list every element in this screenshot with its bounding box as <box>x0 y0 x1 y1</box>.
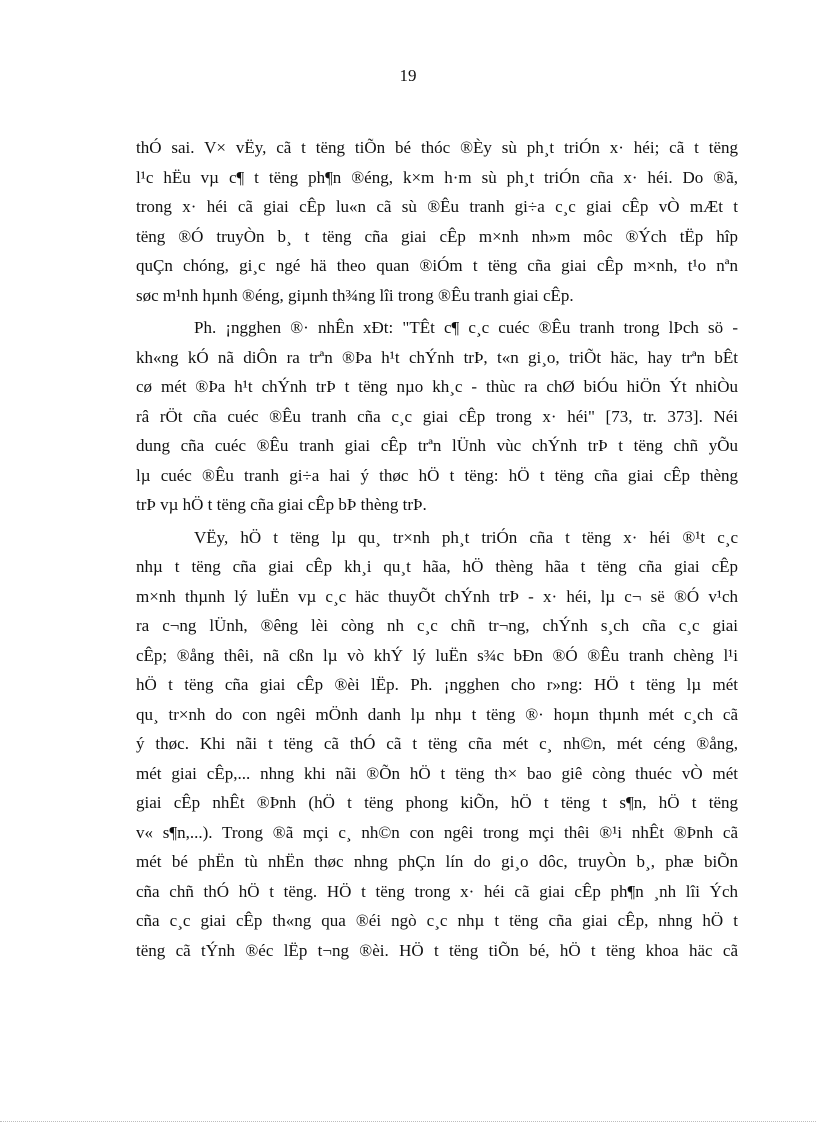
paragraph-line: cña chñ thÓ hÖ t tëng. HÖ t tëng trong x· héi cã giai cÊp ph¶n ¸nh lîi Ých <box>136 881 738 901</box>
paragraph-line: kh«ng kÓ nã diÔn ra trªn ®Þa h¹t chÝnh trÞ, t«n gi¸o, triÕt häc, hay trªn bÊt <box>136 347 738 367</box>
paragraph-line: hÖ t tëng cña giai cÊp ®èi lËp. Ph. ¡ngghen cho r»ng: HÖ t tëng lµ mét <box>136 675 738 694</box>
paragraph-line: cÊp; ®ång thêi, nã cßn lµ vò khÝ lý luËn s¾c bÐn ®Ó ®Êu tranh chèng l¹i <box>136 645 738 665</box>
paragraph-line: VËy, hÖ t tëng lµ qu¸ tr×nh ph¸t triÓn cña t tëng x· héi ®¹t c¸c <box>194 527 738 547</box>
paragraph-line: cña c¸c giai cÊp th«ng qua ®éi ngò c¸c nhµ t tëng cña giai cÊp, nhng hÖ t <box>136 911 738 930</box>
paragraph-line: tëng ®Ó truyÒn b¸ t tëng cña giai cÊp m×nh nh»m môc ®Ých tËp hîp <box>136 226 738 246</box>
paragraph-line: râ rÖt cña cuéc ®Êu tranh cña c¸c giai cÊp trong x· héi" [73, tr. 373]. Néi <box>136 406 738 426</box>
paragraph-line: trong x· héi cã giai cÊp lu«n cã sù ®Êu tranh gi÷a c¸c giai cÊp vÒ mÆt t <box>136 197 738 216</box>
paragraph-line: giai cÊp nhÊt ®Þnh (hÖ t tëng phong kiÕn, hÖ t tëng t s¶n, hÖ t tëng <box>136 793 738 812</box>
paragraph-line: ý thøc. Khi nãi t tëng cã thÓ cã t tëng cña mét c¸ nh©n, mét céng ®ång, <box>136 734 738 753</box>
paragraph-line: mét bé phËn tù nhËn thøc nhng phÇn lín do gi¸o dôc, truyÒn b¸, phæ biÕn <box>136 852 738 871</box>
paragraph-line: mét giai cÊp,... nhng khi nãi ®Õn hÖ t tëng th× bao giê còng thuéc vÒ mét <box>136 763 738 783</box>
paragraph-line: Ph. ¡ngghen ®· nhÊn xÐt: "TÊt c¶ c¸c cuéc ®Êu tranh trong lÞch sö - <box>194 318 738 337</box>
document-body <box>136 133 738 967</box>
paragraph-line: dung cña cuéc ®Êu tranh giai cÊp trªn lÜnh vùc chÝnh trÞ t tëng chñ yÕu <box>136 436 738 455</box>
paragraph <box>136 313 738 520</box>
paragraph-line: søc m¹nh hµnh ®éng, giµnh th¾ng lîi trong ®Êu tranh giai cÊp. <box>136 285 574 305</box>
page-number: 19 <box>399 66 417 85</box>
paragraph-line: thÓ sai. V× vËy, cã t tëng tiÕn bé thóc ®Èy sù ph¸t triÓn x· héi; cã t tëng <box>136 138 738 157</box>
paragraph-line: cø mét ®Þa h¹t chÝnh trÞ t tëng nµo kh¸c - thùc ra chØ biÓu hiÖn Ýt nhiÒu <box>136 377 738 396</box>
paragraph-line: ra c¬ng lÜnh, ®êng lèi còng nh c¸c chñ tr¬ng, chÝnh s¸ch cña c¸c giai <box>136 616 738 635</box>
paragraph-line: qu¸ tr×nh do con ngêi mÖnh danh lµ nhµ t tëng ®· hoµn thµnh mét c¸ch cã <box>136 704 738 724</box>
paragraph-line: lµ cuéc ®Êu tranh gi÷a hai ý thøc hÖ t tëng: hÖ t tëng cña giai cÊp thèng <box>136 465 738 485</box>
paragraph-line: v« s¶n,...). Trong ®ã mçi c¸ nh©n con ngêi trong mçi thêi ®¹i nhÊt ®Þnh cã <box>136 822 738 842</box>
paragraph <box>136 133 738 310</box>
page-bottom-divider <box>0 1121 816 1122</box>
paragraph <box>136 523 738 966</box>
paragraph-line: l¹c hËu vµ c¶ t tëng ph¶n ®éng, k×m h·m sù ph¸t triÓn cña x· héi. Do ®ã, <box>136 167 738 187</box>
paragraph-line: nhµ t tëng cña giai cÊp kh¸i qu¸t hãa, hÖ thèng hãa t tëng cña giai cÊp <box>136 557 738 576</box>
paragraph-line: m×nh thµnh lý luËn vµ c¸c häc thuyÕt chÝnh trÞ - x· héi, lµ c¬ së ®Ó v¹ch <box>136 586 738 606</box>
paragraph-line: tëng cã tÝnh ®éc lËp t¬ng ®èi. HÖ t tëng tiÕn bé, hÖ t tëng khoa häc cã <box>136 940 738 960</box>
paragraph-line: quÇn chóng, gi¸c ngé hä theo quan ®iÓm t tëng cña giai cÊp m×nh, t¹o nªn <box>136 256 738 275</box>
paragraph-line: trÞ vµ hÖ t tëng cña giai cÊp bÞ thèng trÞ. <box>136 495 427 514</box>
